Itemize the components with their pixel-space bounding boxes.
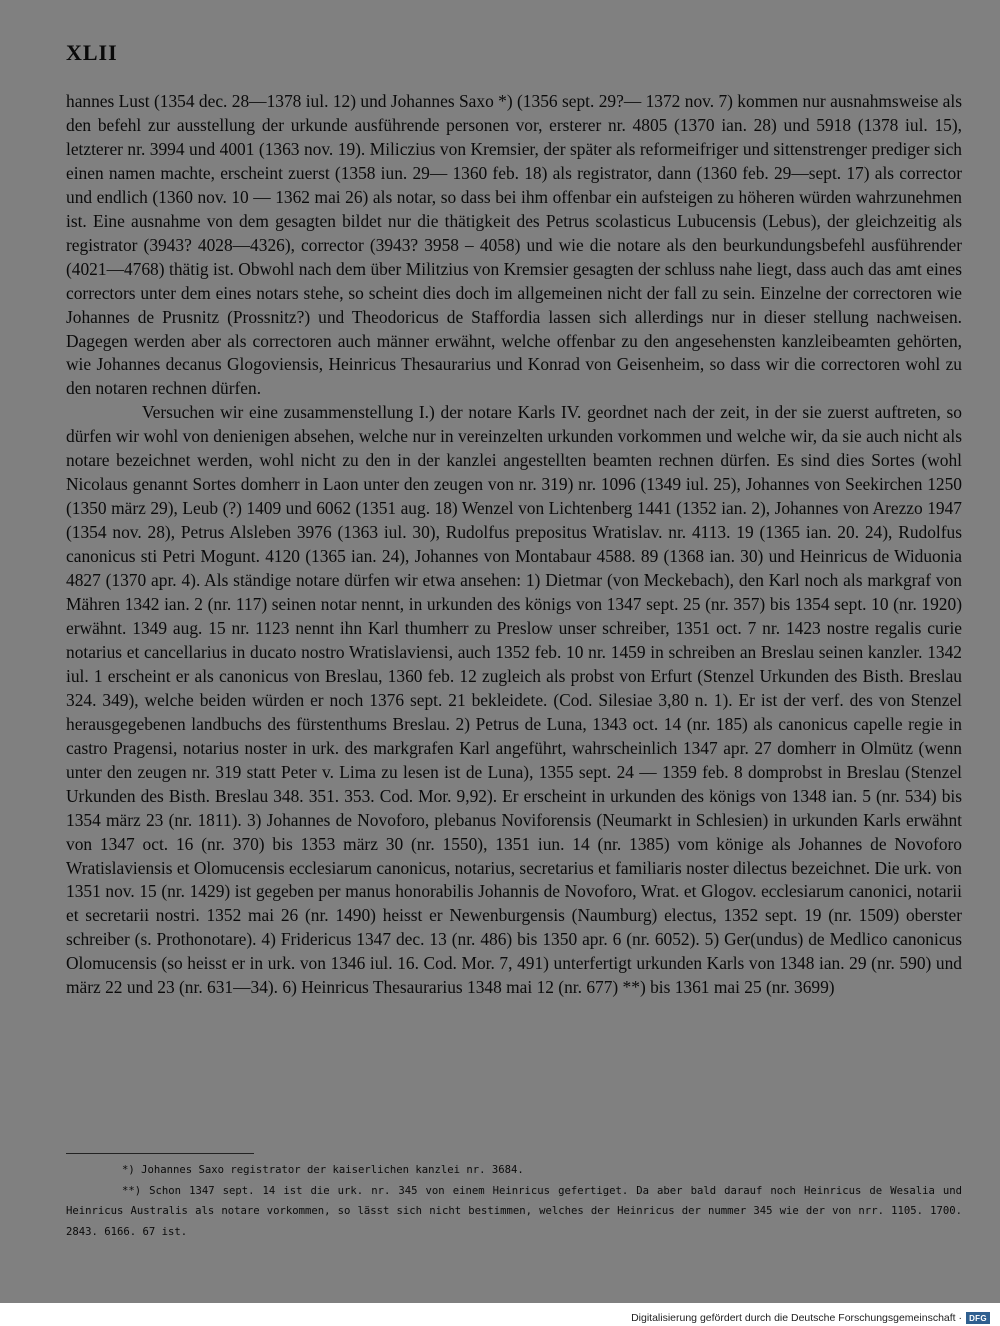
footnotes (66, 1160, 962, 1242)
paragraph: Versuchen wir eine zusammenstellung I.) der notare Karls IV. geordnet nach der zeit, in der sie zuerst auftreten, so dürfen wir wohl von denienigen absehen, welche nur in vereinzelten urkunden vorkommen und welche wir, da sie auch nicht als notare bezeichnet werden, wohl nicht zu den in der kanzlei angestellten beamten rechnen dürfen. Es sind dies Sortes (wohl Nicolaus genannt Sortes domherr in Laon unter den zeugen von nr. 319) nr. 1096 (1349 iul. 25), Johannes von Seekirchen 1250 (1350 märz 29), Leub (?) 1409 und 6062 (1351 aug. 18) Wenzel von Lichtenberg 1441 (1352 ian. 2), Johannes von Arezzo 1947 (1354 nov. 28), Petrus Alsleben 3976 (1363 iul. 30), Rudolfus prepositus Wratislav. nr. 4113. 19 (1365 ian. 20. 24), Rudolfus canonicus sti Petri Mogunt. 4120 (1365 ian. 24), Johannes von Montabaur 4588. 89 (1368 ian. 30) und Heinricus de Widuonia 4827 (1370 apr. 4). Als ständige notare dürfen wir etwa ansehen: 1) Dietmar (von Meckebach), den Karl noch als markgraf von Mähren 1342 ian. 2 (nr. 117) seinen notar nennt, in urkunden des königs von 1347 sept. 25 (nr. 357) bis 1354 sept. 10 (nr. 1920) erwähnt. 1349 aug. 15 nr. 1123 nennt ihn Karl thumherr zu Preslow unser schreiber, 1351 oct. 7 nr. 1423 nostre regalis curie notarius et cancellarius in ducato nostro Wratislaviensi, auch 1352 feb. 10 nr. 1459 in schreiben an Breslau seinen kanzler. 1342 iul. 1 erscheint er als canonicus von Breslau, 1360 feb. 12 zugleich als probst von Erfurt (Stenzel Urkunden des Bisth. Breslau 324. 349), welche beiden würden er noch 1376 sept. 21 bekleidete. (Cod. Silesiae 3,80 n. 1). Er ist der verf. des von Stenzel herausgegebenen landbuchs des fürstenthums Breslau. 2) Petrus de Luna, 1343 oct. 14 (nr. 185) als canonicus capelle regie in castro Pragensi, notarius noster in urk. des markgrafen Karl angeführt, wahrscheinlich 1347 apr. 27 domherr in Olmütz (wenn unter den zeugen nr. 319 statt Peter v. Lima zu lesen ist de Luna), 1355 sept. 24 — 1359 feb. 8 domprobst in Breslau (Stenzel Urkunden des Bisth. Breslau 348. 351. 353. Cod. Mor. 9,92). Er erscheint in urkunden des königs von 1348 ian. 5 (nr. 534) bis 1354 märz 23 (nr. 1811). 3) Johannes de Novoforo, plebanus Noviforensis (Neumarkt in Schlesien) in urkunden Karls erwähnt von 1347 oct. 16 (nr. 370) bis 1353 märz 30 (nr. 1550), 1351 iun. 14 (nr. 1385) vom könige als Johannes de Novoforo Wratislaviensis et Olomucensis ecclesiarum canonicus, notarius, secretarius et familiaris noster dilectus bezeichnet. Die urk. von 1351 nov. 15 (nr. 1429) ist gegeben per manus honorabilis Johannis de Novoforo, Wrat. et Glogov. ecclesiarum canonici, notarii et secretarii nostri. 1352 mai 26 (nr. 1490) heisst er Newenburgensis (Naumburg) electus, 1352 sept. 19 (nr. 1509) oberster schreiber (s. Prothonotare). 4) Fridericus 1347 dec. 13 (nr. 486) bis 1350 apr. 6 (nr. 6052). 5) Ger(undus) de Medlico canonicus Olomucensis (so heisst er in urk. von 1346 iul. 16. Cod. Mor. 7, 491) unterfertigt urkunden Karls von 1348 ian. 29 (nr. 590) und märz 22 und 23 (nr. 631—34). 6) Heinricus Thesaurarius 1348 mai 12 (nr. 677) **) bis 1361 mai 25 (nr. 3699) (66, 402, 962, 998)
footnote: **) Schon 1347 sept. 14 ist die urk. nr. 345 von einem Heinricus gefertiget. Da aber bald darauf noch Heinricus de Wesalia und Heinricus Australis als notare vorkommen, so lässt sich nicht bestimmen, welches der Heinricus der nummer 345 wie der von nrr. 1105. 1700. 2843. 6166. 67 ist. (66, 1184, 962, 1238)
footnote-divider (66, 1153, 254, 1154)
body-text (66, 90, 962, 1000)
paragraph: hannes Lust (1354 dec. 28—1378 iul. 12) und Johannes Saxo *) (1356 sept. 29?— 1372 nov. 7) kommen nur ausnahmsweise als den befehl zur ausstellung der urkunde ausführende personen vor, ersterer nr. 4805 (1370 ian. 28) und 5918 (1378 iul. 15), letzterer nr. 3994 und 4001 (1363 nov. 19). Miliczius von Kremsier, der später als reformeifriger und sittenstrenger prediger sich einen namen machte, erscheint zuerst (1358 iun. 29— 1360 feb. 18) als registrator, dann (1360 feb. 29—sept. 17) als corrector und endlich (1360 nov. 10 — 1362 mai 26) als notar, so dass bei ihm offenbar ein aufsteigen zu höheren würden wahrzunehmen ist. Eine ausnahme von dem gesagten bildet nur die thätigkeit des Petrus scolasticus Lubucensis (Lebus), der gleichzeitig als registrator (3943? 4028—4326), corrector (3943? 3958 – 4058) und wie die notare als den beurkundungsbefehl ausführender (4021—4768) thätig ist. Obwohl nach dem über Militzius von Kremsier gesagten der schluss nahe liegt, dass auch das amt eines correctors unter dem eines notars stehe, so scheint dies doch im allgemeinen nicht der fall zu sein. Einzelne der correctoren wie Johannes de Prusnitz (Prossnitz?) und Theodoricus de Staffordia lassen sich allerdings nur in dieser stellung nachweisen. Dagegen werden aber als correctoren auch männer erwähnt, welche offenbar zu den angesehensten kanzleibeamten gehörten, wie Johannes decanus Glogoviensis, Heinricus Thesaurarius und Konrad von Geisenheim, so dass wir die correctoren wohl zu den notaren rechnen dürfen. (66, 91, 962, 399)
credit-bar (631, 1312, 990, 1324)
footnote: *) Johannes Saxo registrator der kaiserlichen kanzlei nr. 3684. (122, 1164, 524, 1176)
dfg-logo: DFG (966, 1312, 990, 1324)
page-number: XLII (66, 40, 118, 65)
credit-text: Digitalisierung gefördert durch die Deutsche Forschungsgemeinschaft · (631, 1312, 962, 1324)
